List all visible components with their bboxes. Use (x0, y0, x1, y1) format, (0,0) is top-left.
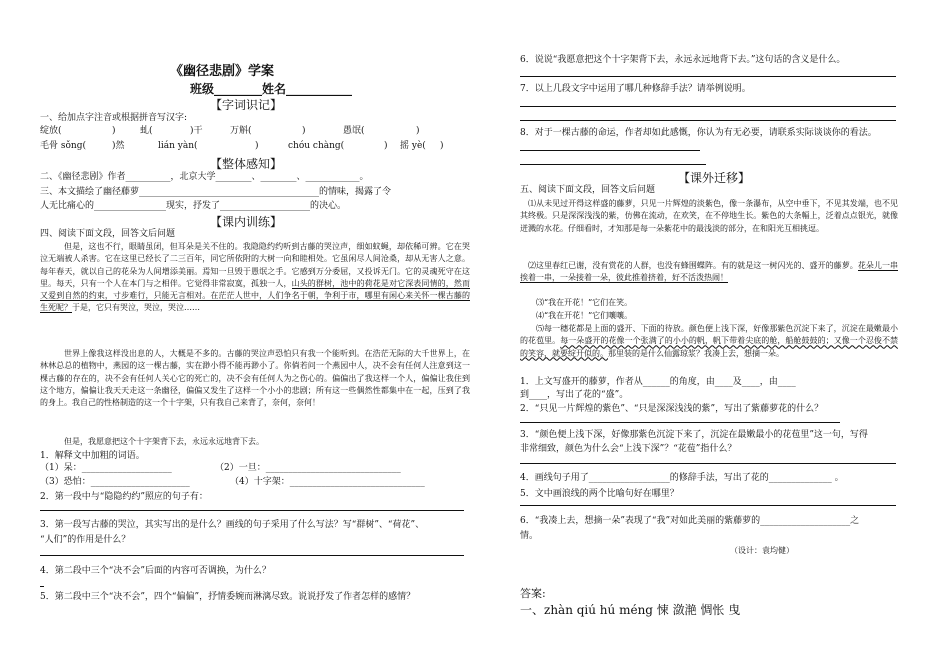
r-q6-line2: 情。 (520, 531, 539, 541)
q-1-a: （1）呆：____________________ (40, 463, 172, 473)
section-vocabulary: 【字词识记】 (210, 98, 283, 112)
q2: 二、《幽径悲剧》作者__________，北京大学________、________、____________。 (40, 172, 369, 182)
r-q6-line1: 6．“我凑上去，想摘一朵”表现了“我”对如此美丽的紫藤萝的____________________之 (520, 516, 860, 526)
q5-heading: 五、阅读下面文段，回答文后问题 (520, 185, 656, 195)
q1-heading: 一、给加点字注音或根据拼音写汉字: (40, 113, 188, 123)
section-in-class: 【课内训练】 (210, 215, 283, 229)
q8: 8．对于一棵古藤的命运，作者却如此感慨，你认为有无必要，请联系实际谈谈你的看法。 (520, 128, 877, 138)
q6: 6．说说“我愿意把这个十字架背下去，永远永远地背下去。”这句话的含义是什么。 (520, 55, 846, 65)
reading-para-3: ⑶“我在开花！”它们在笑。 (536, 298, 633, 307)
answer-line[interactable] (520, 150, 700, 151)
answer-line[interactable] (40, 586, 44, 587)
q-1: 1．解释文中加粗的词语。 (40, 451, 145, 461)
r-q2: 2．“只见一片辉煌的紫色”、“只是深深浅浅的紫”，写出了紫藤萝花的什么？ (520, 404, 824, 414)
q-1-b: （2）一旦：______________________________ (215, 463, 401, 473)
q-2: 2．第一段中与“隐隐约约”照应的句子有： (40, 492, 208, 502)
q-3-line2: “人们”的作用是什么？ (40, 535, 131, 545)
q-1-c: （3）恐怕：______________________ (40, 477, 190, 487)
answer-line[interactable] (520, 505, 896, 506)
passage-para-1: 但是，这也不行，眼睛虽闭，但耳朵是关不住的。我隐隐约约听到古藤的哭泣声，细如蚊蝇，却依稀可辨。它在哭泣无端被人杀害。它在这里已经长了二三百年，同它所依附的大树一向和睦相处。它虽闲尽人间沧桑，却从无害人之意。每年春天，就以自己的花朵为人间增添美丽。焉知一旦毁于愚氓之手。它感到万分委屈，又投诉无门。它的灵魂死守在这里。每天，只有一个人在本门与之相伴。它觉得非常寂寞，孤独一人，山头的群树，池中的荷花是对它深表同情的，然而又爱到自然的约束，寸步难行，只能无言相对。在茫茫人世中，人们争名于朝，争利于市，哪里有闲心来关怀一棵古藤的生死呢？于是，它只有哭泣，哭泣，哭泣…… (40, 242, 470, 313)
r-q1-line1: 1．上文写盛开的藤萝，作者从______的角度，由____及____，由____ (520, 377, 796, 387)
class-name-line: 班级________姓名___________ (190, 82, 353, 96)
passage-para-2: 世界上像我这样没出息的人，大概是不多的。古藤的哭泣声恐怕只有我一个能听到。在浩茫无际的大千世界上，在林林总总的植物中，燕园的这一棵古藤，实在渺小得不能再渺小了。你倘若问一个燕园中人，决不会有任何人注意到这一棵古藤的存在的，决不会有任何人关心它的死亡的，决不会有任何人为之伤心的。偏偏出了我这样一个人，偏偏让我住到这个地方，偏偏让我天天走这一条幽径，偏偏又发生了这样一个小小的悲剧；所有这一些偶然性都集中在一起，压到了我的身上。我自己的性格制造的这一个十字架，只有我自己来背了，奈何，奈何！ (40, 349, 470, 408)
r-q4: 4．画线句子用了__________________的修辞手法，写出了花的______________ 。 (520, 473, 844, 483)
reading-para-2: ⑵这里春红已谢，没有赏花的人群，也没有蜂围蝶阵。有的就是这一树闪光的、盛开的藤萝。花朵儿一串挨着一串，一朵接着一朵，彼此推着挤着，好不活泼热闹！ (520, 261, 899, 283)
q-4: 4．第二段中三个“决不会”后面的内容可否调换，为什么？ (40, 566, 271, 576)
q3-line1: 三、本文描绘了幽径藤萝________________________________________的情味，揭露了令 (40, 187, 392, 197)
answer-line[interactable] (520, 76, 896, 77)
answer-line[interactable] (40, 555, 464, 556)
r-q3-line1: 3．“颜色便上浅下深，好像那紫色沉淀下来了，沉淀在最嫩最小的花苞里”这一句，写得 (520, 430, 868, 440)
reading-wavy-sentence: 每一朵盛开的花像一个张满了的小小的帆，帆下带着尖底的舱，船舱鼓鼓的；又像一个忍俊不禁的笑容，就要绽开似的。 (520, 336, 898, 358)
answer-line[interactable] (40, 510, 464, 511)
r-q5: 5．文中画浪线的两个比喻句好在哪里？ (520, 489, 679, 499)
answer-line-1: 一、zhàn qiú hú méng 悚 潋滟 惆怅 曳 (520, 603, 741, 617)
designer-credit: （设计：袁均健） (730, 546, 794, 555)
q7: 7．以上几段文字中运用了哪几种修辞手法？请举例说明。 (520, 84, 751, 94)
reading-para-4: ⑷“我在开花！”它们嚷嚷。 (536, 311, 633, 320)
r-q1-line2: 到____，写出了花的“盛”。 (520, 390, 629, 400)
answer-line[interactable] (520, 120, 896, 121)
reading-para-5: ⑸每一穗花都是上面的盛开、下面的待放。颜色便上浅下深，好像那紫色沉淀下来了，沉淀在最嫩最小的花苞里。每一朵盛开的花像一个张满了的小小的帆，帆下带着尖底的舱，船舱鼓鼓的；又像一个忍俊不禁的笑容，就要绽开似的。那里装的是什么仙露琼浆？我凑上去，想摘一朵。 (520, 324, 898, 358)
passage-para-3: 但是，我愿意把这个十字架背下去，永远永远地背下去。 (64, 437, 264, 446)
answer-line[interactable] (520, 164, 706, 165)
reading-underlined-sentence: 花朵儿一串挨着一串，一朵接着一朵，彼此推着挤着，好不活泼热闹！ (520, 261, 899, 283)
reading-para-1: ⑴从未见过开得这样盛的藤萝，只见一片辉煌的淡紫色，像一条瀑布，从空中垂下，不见其发端，也不见其终极。只是深深浅浅的紫，仿佛在流动，在欢笑，在不停地生长。紫色的大条幅上，泛着点点银光，就像迸溅的水花。仔细看时，才知那是每一朵紫花中的最浅淡的部分，在和阳光互相挑逗。 (520, 199, 898, 233)
q3-line2: 人无比痛心的________________现实，抒发了____________________的决心。 (40, 201, 347, 211)
passage-underlined-sentence: 山头的群树，池中的荷花是对它深表同情的，然而又爱到自然的约束，寸步难行，只能无言相对。在茫茫人世中，人们争名于朝，争利于市，哪里有闲心来关怀一棵古藤的生死呢？ (40, 278, 470, 313)
q4-heading: 四、阅读下面文段，回答文后问题 (40, 229, 176, 239)
page-title: 《幽径悲剧》学案 (170, 64, 275, 79)
answer-heading: 答案: (520, 587, 546, 600)
answer-line[interactable] (520, 463, 896, 464)
q-3-line1: 3．第一段写古藤的哭泣，其实写出的是什么？画线的句子采用了什么写法？写“群树”、“荷花”、 (40, 520, 425, 530)
q-1-d: （4）十字架：______________________________ (230, 477, 425, 487)
q-5: 5．第二段中三个“决不会”，四个“偏偏”，抒情委婉而淋漓尽致。说说抒发了作者怎样的感情？ (40, 592, 416, 602)
answer-line[interactable] (520, 422, 840, 423)
r-q3-line2: 非常细致，颜色为什么会“上浅下深”？“花苞”指什么？ (520, 444, 737, 454)
section-extension: 【课外迁移】 (678, 171, 751, 185)
answer-line[interactable] (520, 106, 896, 107)
section-overview: 【整体感知】 (210, 157, 283, 171)
